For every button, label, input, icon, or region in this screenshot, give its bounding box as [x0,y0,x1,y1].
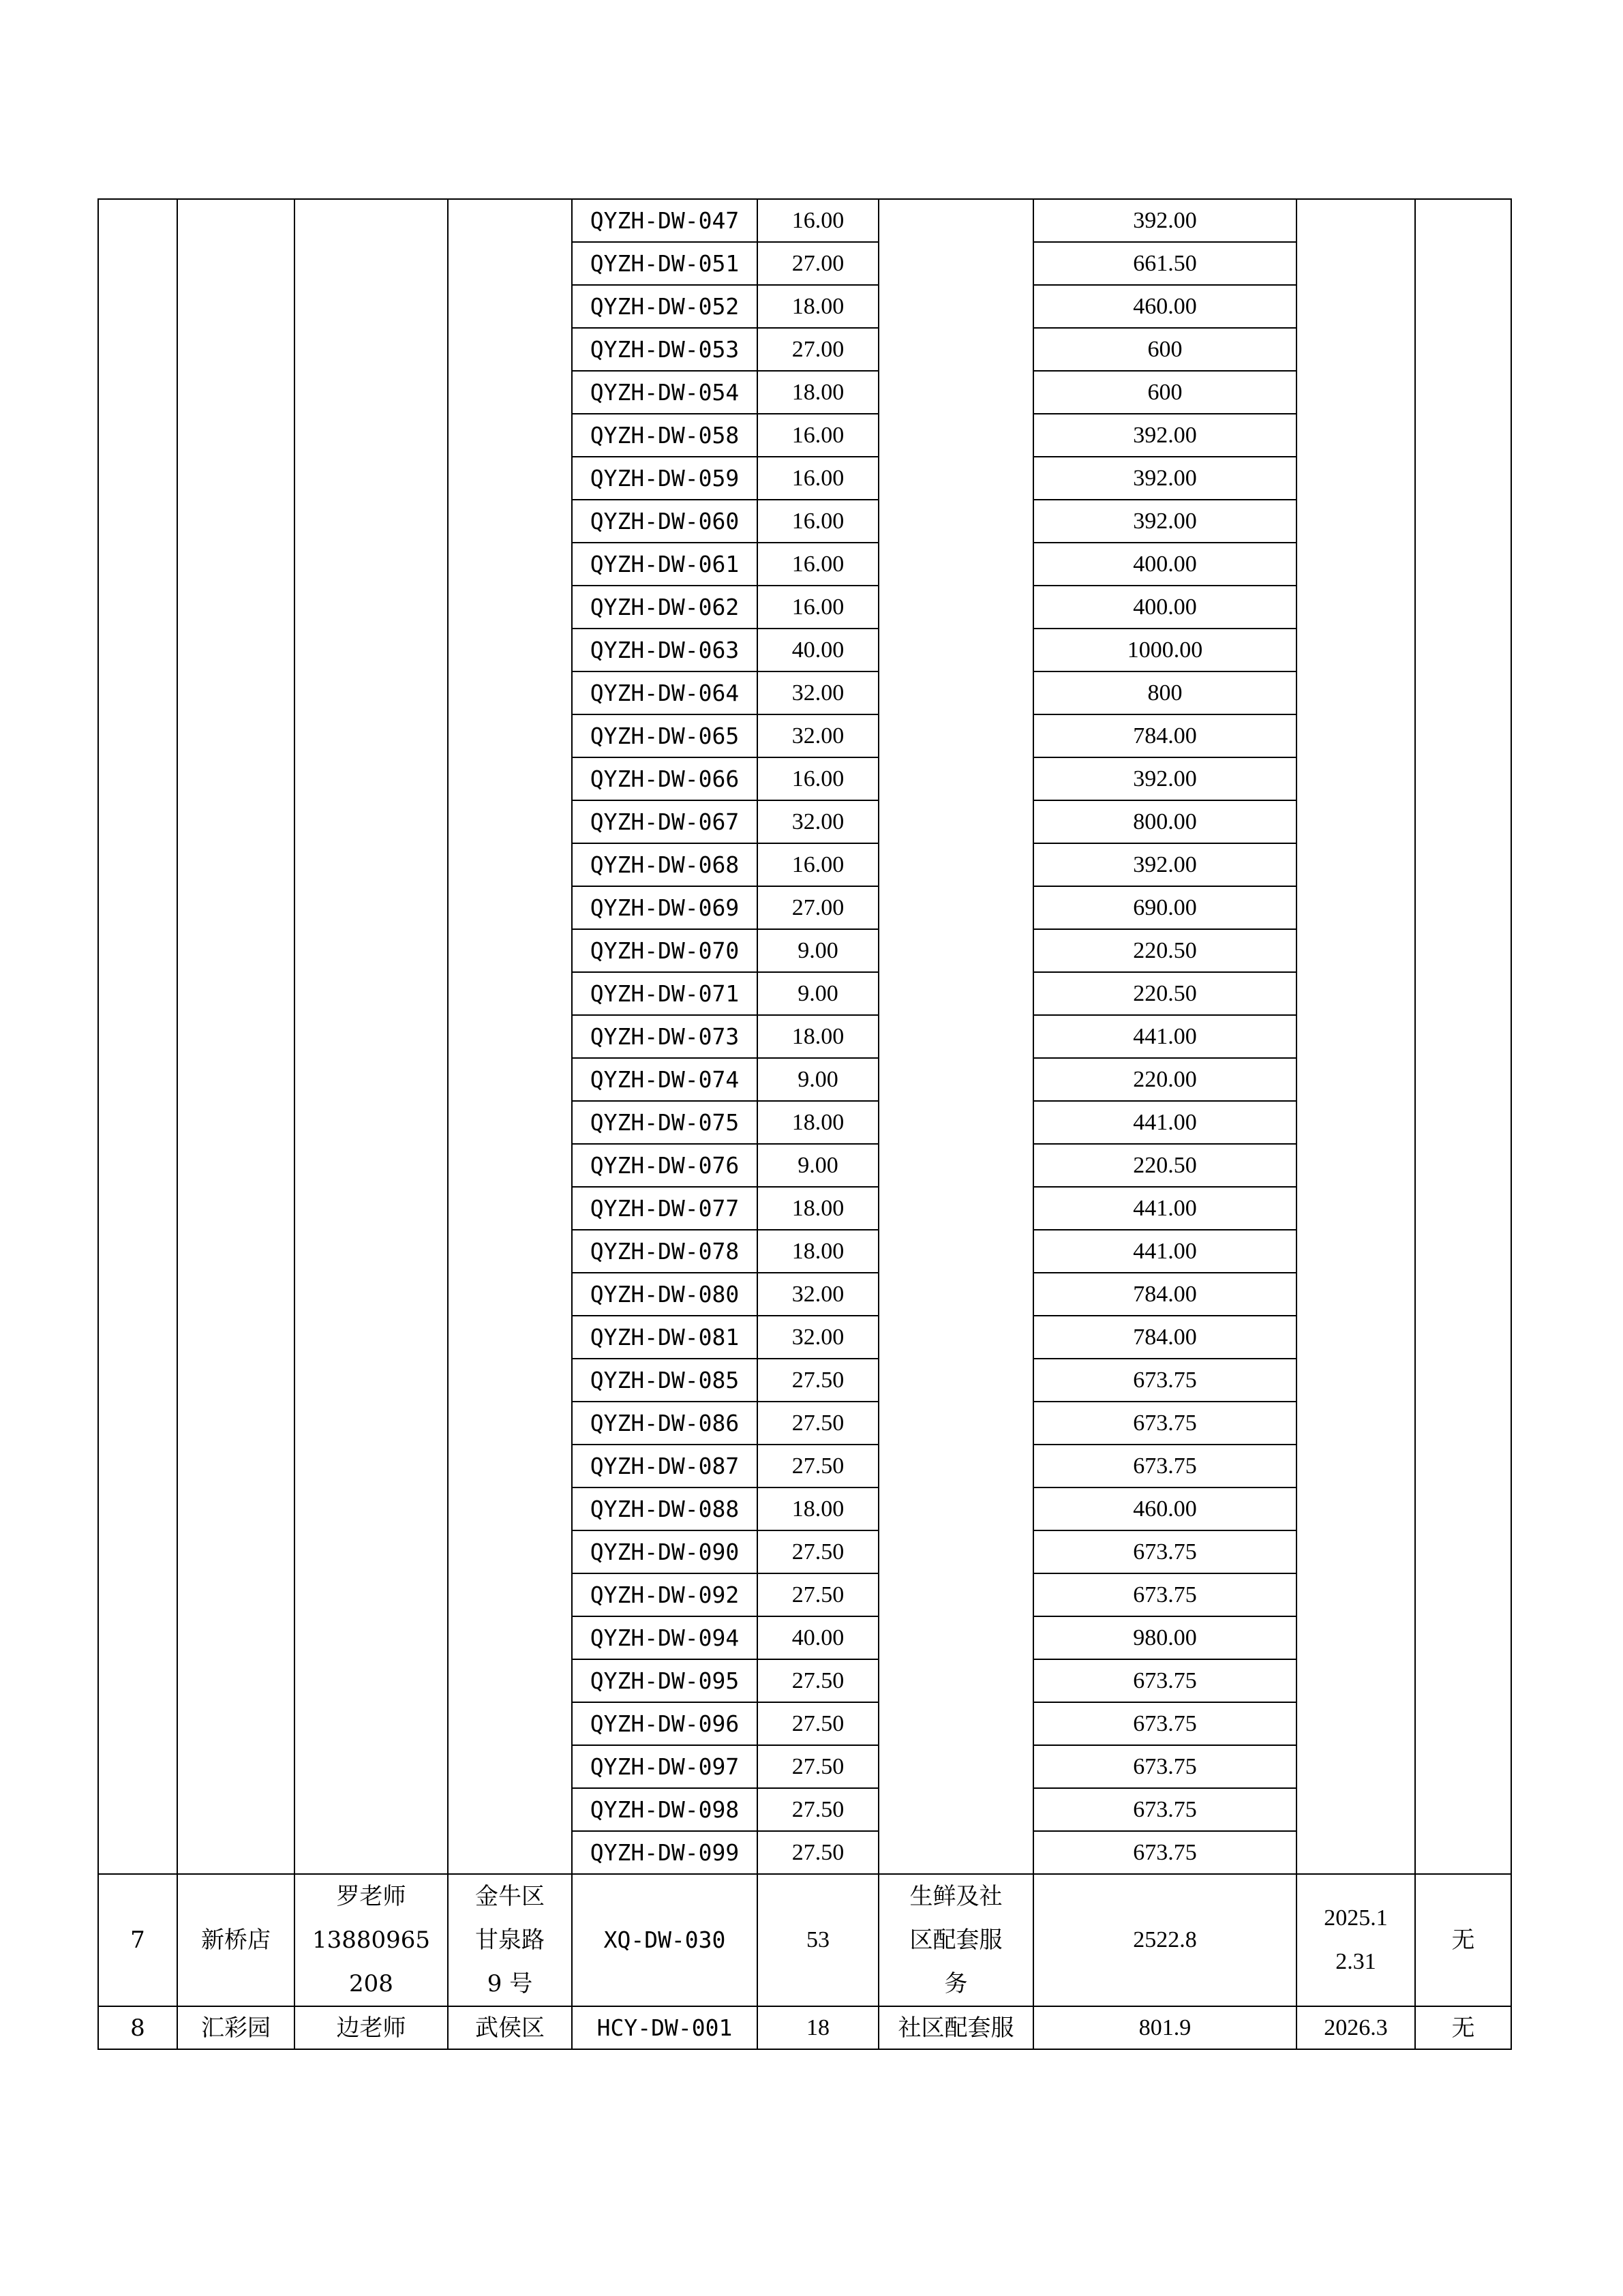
unit-code-cell: QYZH-DW-085 [572,1359,757,1402]
unit-rent-cell: 441.00 [1033,1230,1296,1273]
unit-code-cell: QYZH-DW-062 [572,586,757,629]
unit-area-cell: 9.00 [757,972,879,1015]
unit-rent-cell: 392.00 [1033,199,1296,242]
unit-code-cell: QYZH-DW-059 [572,457,757,500]
unit-area-cell: 18.00 [757,371,879,414]
unit-code-cell: QYZH-DW-080 [572,1273,757,1316]
unit-code-cell: QYZH-DW-081 [572,1316,757,1359]
unit-code-cell: QYZH-DW-097 [572,1745,757,1788]
merged-address-cell [448,199,572,1874]
row8-area: 18 [757,2006,879,2049]
unit-area-cell: 27.00 [757,886,879,929]
unit-area-cell: 27.50 [757,1402,879,1445]
unit-code-cell: QYZH-DW-088 [572,1487,757,1530]
unit-code-cell: QYZH-DW-069 [572,886,757,929]
unit-code-cell: QYZH-DW-095 [572,1659,757,1702]
unit-code-cell: QYZH-DW-063 [572,629,757,671]
unit-rent-cell: 800.00 [1033,800,1296,843]
row7-expiry-line-2: 2.31 [1335,1949,1376,1974]
unit-area-cell: 16.00 [757,757,879,800]
row8-expiry: 2026.3 [1296,2006,1415,2049]
merged-project-cell [177,199,294,1874]
unit-code-cell: QYZH-DW-077 [572,1187,757,1230]
table-row [98,199,1511,242]
unit-rent-cell: 800 [1033,671,1296,714]
unit-rent-cell: 392.00 [1033,843,1296,886]
row8-rent: 801.9 [1033,2006,1296,2049]
row7-contact-phone-b: 208 [349,1970,393,1997]
unit-code-cell: QYZH-DW-076 [572,1144,757,1187]
unit-code-cell: QYZH-DW-058 [572,414,757,457]
unit-rent-cell: 392.00 [1033,757,1296,800]
unit-area-cell: 27.50 [757,1445,879,1487]
merged-note-cell [1415,199,1511,1874]
unit-code-cell: QYZH-DW-086 [572,1402,757,1445]
unit-rent-cell: 441.00 [1033,1187,1296,1230]
property-table [97,198,1512,2050]
unit-area-cell: 18.00 [757,1015,879,1058]
unit-code-cell: QYZH-DW-053 [572,328,757,371]
unit-code-cell: QYZH-DW-071 [572,972,757,1015]
row7-project: 新桥店 [177,1874,294,2006]
unit-code-cell: QYZH-DW-078 [572,1230,757,1273]
unit-area-cell: 9.00 [757,1144,879,1187]
unit-code-cell: QYZH-DW-065 [572,714,757,757]
unit-rent-cell: 673.75 [1033,1445,1296,1487]
unit-rent-cell: 400.00 [1033,543,1296,586]
merged-index-cell [98,199,177,1874]
merged-usage-cell [879,199,1033,1874]
row7-address-line-1: 金牛区 [475,1883,545,1910]
unit-rent-cell: 392.00 [1033,500,1296,543]
unit-code-cell: QYZH-DW-066 [572,757,757,800]
unit-area-cell: 9.00 [757,1058,879,1101]
unit-area-cell: 32.00 [757,800,879,843]
unit-rent-cell: 460.00 [1033,285,1296,328]
unit-code-cell: QYZH-DW-060 [572,500,757,543]
unit-rent-cell: 220.50 [1033,929,1296,972]
row8-address: 武侯区 [448,2006,572,2049]
unit-area-cell: 16.00 [757,500,879,543]
unit-rent-cell: 220.50 [1033,1144,1296,1187]
unit-code-cell: QYZH-DW-074 [572,1058,757,1101]
row7-expiry [1296,1874,1415,2006]
row7-usage [879,1874,1033,2006]
unit-rent-cell: 673.75 [1033,1530,1296,1573]
unit-rent-cell: 220.50 [1033,972,1296,1015]
unit-area-cell: 27.50 [757,1530,879,1573]
unit-code-cell: QYZH-DW-064 [572,671,757,714]
unit-code-cell: QYZH-DW-070 [572,929,757,972]
unit-area-cell: 27.50 [757,1659,879,1702]
unit-rent-cell: 1000.00 [1033,629,1296,671]
row7-code: XQ-DW-030 [572,1874,757,2006]
unit-rent-cell: 441.00 [1033,1015,1296,1058]
row7-address [448,1874,572,2006]
row7-address-line-3: 9 号 [487,1970,533,1997]
unit-code-cell: QYZH-DW-061 [572,543,757,586]
row7-usage-line-2: 区配套服 [909,1927,1003,1954]
merged-expiry-cell [1296,199,1415,1874]
table-row-8 [98,2006,1511,2049]
unit-rent-cell: 460.00 [1033,1487,1296,1530]
row8-note: 无 [1415,2006,1511,2049]
unit-area-cell: 32.00 [757,671,879,714]
unit-area-cell: 32.00 [757,714,879,757]
unit-rent-cell: 673.75 [1033,1702,1296,1745]
unit-area-cell: 9.00 [757,929,879,972]
unit-rent-cell: 392.00 [1033,414,1296,457]
unit-rent-cell: 784.00 [1033,1316,1296,1359]
unit-rent-cell: 690.00 [1033,886,1296,929]
row7-area: 53 [757,1874,879,2006]
unit-rent-cell: 673.75 [1033,1573,1296,1616]
unit-area-cell: 16.00 [757,414,879,457]
row7-note: 无 [1415,1874,1511,2006]
unit-area-cell: 27.00 [757,328,879,371]
unit-area-cell: 27.50 [757,1831,879,1874]
unit-rent-cell: 784.00 [1033,1273,1296,1316]
unit-rent-cell: 600 [1033,328,1296,371]
unit-code-cell: QYZH-DW-068 [572,843,757,886]
unit-area-cell: 16.00 [757,843,879,886]
row7-usage-line-1: 生鲜及社 [909,1883,1003,1910]
row8-code: HCY-DW-001 [572,2006,757,2049]
row8-index: 8 [98,2006,177,2049]
unit-area-cell: 18.00 [757,285,879,328]
unit-rent-cell: 441.00 [1033,1101,1296,1144]
unit-code-cell: QYZH-DW-090 [572,1530,757,1573]
unit-code-cell: QYZH-DW-047 [572,199,757,242]
unit-area-cell: 27.50 [757,1702,879,1745]
unit-code-cell: QYZH-DW-054 [572,371,757,414]
table-row-7 [98,1874,1511,2006]
unit-area-cell: 32.00 [757,1316,879,1359]
unit-area-cell: 27.00 [757,242,879,285]
unit-rent-cell: 673.75 [1033,1788,1296,1831]
unit-code-cell: QYZH-DW-087 [572,1445,757,1487]
unit-area-cell: 18.00 [757,1230,879,1273]
row8-usage: 社区配套服 [879,2006,1033,2049]
unit-rent-cell: 673.75 [1033,1659,1296,1702]
unit-rent-cell: 980.00 [1033,1616,1296,1659]
unit-rent-cell: 784.00 [1033,714,1296,757]
unit-area-cell: 32.00 [757,1273,879,1316]
unit-area-cell: 40.00 [757,629,879,671]
unit-code-cell: QYZH-DW-094 [572,1616,757,1659]
unit-code-cell: QYZH-DW-098 [572,1788,757,1831]
merged-contact-cell [294,199,448,1874]
unit-code-cell: QYZH-DW-096 [572,1702,757,1745]
table-body [98,199,1511,2049]
unit-code-cell: QYZH-DW-099 [572,1831,757,1874]
row7-index: 7 [98,1874,177,2006]
unit-area-cell: 16.00 [757,586,879,629]
unit-code-cell: QYZH-DW-092 [572,1573,757,1616]
unit-rent-cell: 673.75 [1033,1831,1296,1874]
row7-expiry-line-1: 2025.1 [1324,1905,1388,1931]
unit-rent-cell: 392.00 [1033,457,1296,500]
unit-rent-cell: 400.00 [1033,586,1296,629]
unit-area-cell: 18.00 [757,1187,879,1230]
unit-code-cell: QYZH-DW-052 [572,285,757,328]
unit-code-cell: QYZH-DW-051 [572,242,757,285]
unit-area-cell: 16.00 [757,543,879,586]
unit-rent-cell: 673.75 [1033,1745,1296,1788]
row7-contact-phone-a: 13880965 [312,1927,431,1954]
unit-area-cell: 27.50 [757,1788,879,1831]
row8-project: 汇彩园 [177,2006,294,2049]
unit-area-cell: 40.00 [757,1616,879,1659]
unit-rent-cell: 673.75 [1033,1359,1296,1402]
unit-area-cell: 16.00 [757,199,879,242]
unit-rent-cell: 661.50 [1033,242,1296,285]
unit-rent-cell: 673.75 [1033,1402,1296,1445]
unit-area-cell: 16.00 [757,457,879,500]
row8-contact: 边老师 [294,2006,448,2049]
unit-area-cell: 27.50 [757,1359,879,1402]
unit-area-cell: 27.50 [757,1745,879,1788]
row7-address-line-2: 甘泉路 [475,1927,545,1954]
unit-area-cell: 18.00 [757,1101,879,1144]
unit-rent-cell: 220.00 [1033,1058,1296,1101]
unit-code-cell: QYZH-DW-075 [572,1101,757,1144]
unit-rent-cell: 600 [1033,371,1296,414]
unit-area-cell: 18.00 [757,1487,879,1530]
row7-contact-name: 罗老师 [336,1883,406,1910]
row7-rent: 2522.8 [1033,1874,1296,2006]
row7-usage-line-3: 务 [944,1970,968,1997]
unit-code-cell: QYZH-DW-067 [572,800,757,843]
unit-area-cell: 27.50 [757,1573,879,1616]
unit-code-cell: QYZH-DW-073 [572,1015,757,1058]
row7-contact [294,1874,448,2006]
